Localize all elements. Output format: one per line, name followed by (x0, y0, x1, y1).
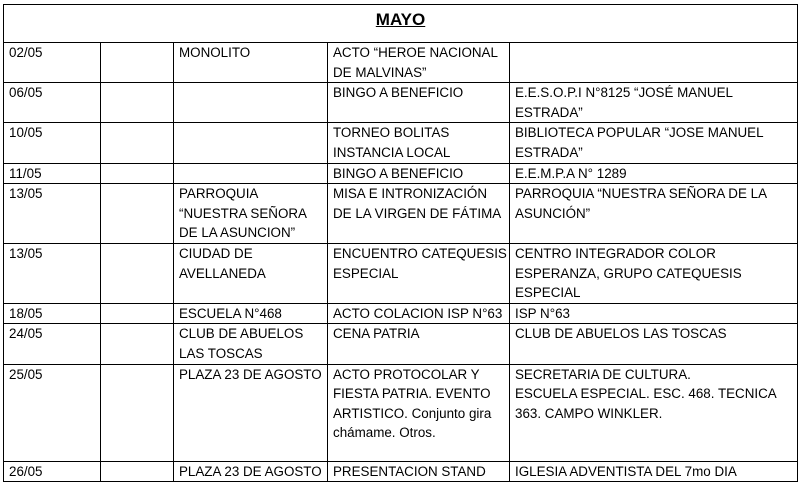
event-date: 24/05 (4, 324, 101, 364)
blank-cell (101, 43, 174, 83)
table-row (4, 243, 798, 303)
event-place: MONOLITO (174, 43, 328, 83)
event-organizer: E.E.M.P.A N° 1289 (510, 163, 798, 184)
table-row (4, 83, 798, 123)
event-place (174, 123, 328, 163)
table-row (4, 184, 798, 244)
month-header-row (4, 5, 798, 43)
event-name: ACTO COLACION ISP N°63 (328, 303, 510, 324)
table-row (4, 123, 798, 163)
table-row (4, 324, 798, 364)
event-organizer: BIBLIOTECA POPULAR “JOSE MANUEL ESTRADA” (510, 123, 798, 163)
blank-cell (101, 163, 174, 184)
event-date: 13/05 (4, 184, 101, 244)
event-place (174, 163, 328, 184)
blank-cell (101, 83, 174, 123)
schedule-table (3, 4, 798, 482)
event-date: 26/05 (4, 461, 101, 482)
blank-cell (101, 364, 174, 461)
event-name: ACTO PROTOCOLAR Y FIESTA PATRIA. EVENTO ARTISTICO. Conjunto gira chámame. Otros. (328, 364, 510, 461)
event-name: PRESENTACION STAND (328, 461, 510, 482)
event-organizer: PARROQUIA “NUESTRA SEÑORA DE LA ASUNCIÓN” (510, 184, 798, 244)
event-date: 02/05 (4, 43, 101, 83)
event-date: 25/05 (4, 364, 101, 461)
event-date: 18/05 (4, 303, 101, 324)
event-place: CLUB DE ABUELOS LAS TOSCAS (174, 324, 328, 364)
event-organizer: CENTRO INTEGRADOR COLOR ESPERANZA, GRUPO CATEQUESIS ESPECIAL (510, 243, 798, 303)
month-title: MAYO (4, 5, 798, 43)
event-name: BINGO A BENEFICIO (328, 83, 510, 123)
event-place: CIUDAD DE AVELLANEDA (174, 243, 328, 303)
event-organizer: CLUB DE ABUELOS LAS TOSCAS (510, 324, 798, 364)
event-place: ESCUELA N°468 (174, 303, 328, 324)
blank-cell (101, 324, 174, 364)
table-row (4, 461, 798, 482)
event-name: ENCUENTRO CATEQUESIS ESPECIAL (328, 243, 510, 303)
event-name: ACTO “HEROE NACIONAL DE MALVINAS” (328, 43, 510, 83)
event-date: 10/05 (4, 123, 101, 163)
event-place (174, 83, 328, 123)
event-date: 06/05 (4, 83, 101, 123)
table-row (4, 364, 798, 461)
event-place: PLAZA 23 DE AGOSTO (174, 364, 328, 461)
event-organizer (510, 43, 798, 83)
blank-cell (101, 303, 174, 324)
blank-cell (101, 184, 174, 244)
event-organizer: ISP N°63 (510, 303, 798, 324)
event-place: PARROQUIA “NUESTRA SEÑORA DE LA ASUNCION” (174, 184, 328, 244)
event-place: PLAZA 23 DE AGOSTO (174, 461, 328, 482)
event-organizer: SECRETARIA DE CULTURA. ESCUELA ESPECIAL. ESC. 468. TECNICA 363. CAMPO WINKLER. (510, 364, 798, 461)
blank-cell (101, 123, 174, 163)
event-date: 13/05 (4, 243, 101, 303)
table-row (4, 43, 798, 83)
event-name: BINGO A BENEFICIO (328, 163, 510, 184)
event-name: MISA E INTRONIZACIÓN DE LA VIRGEN DE FÁTIMA (328, 184, 510, 244)
event-date: 11/05 (4, 163, 101, 184)
event-organizer: E.E.S.O.P.I N°8125 “JOSÉ MANUEL ESTRADA” (510, 83, 798, 123)
event-organizer: IGLESIA ADVENTISTA DEL 7mo DIA (510, 461, 798, 482)
schedule-rows (4, 43, 798, 482)
blank-cell (101, 461, 174, 482)
table-row (4, 303, 798, 324)
event-name: CENA PATRIA (328, 324, 510, 364)
event-name: TORNEO BOLITAS INSTANCIA LOCAL (328, 123, 510, 163)
blank-cell (101, 243, 174, 303)
table-row (4, 163, 798, 184)
